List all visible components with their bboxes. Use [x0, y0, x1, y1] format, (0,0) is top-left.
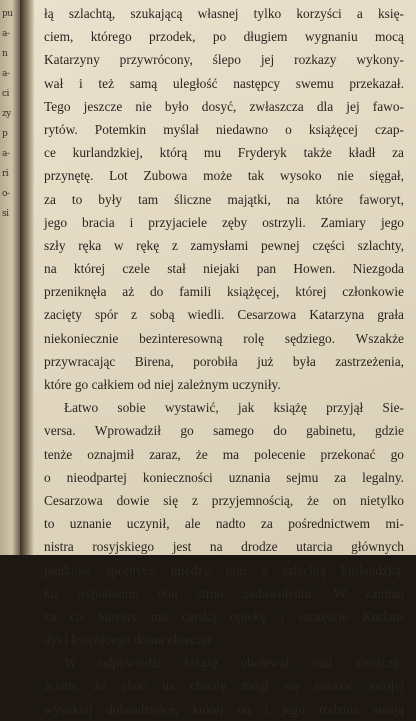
text-line: Katarzyny przywrócony, ślepo jej rozkazy wykony-: [44, 52, 404, 68]
text-line: ce kurlandzkiej, którą mu Fryderyk także kładł za: [44, 145, 404, 161]
text-line: Łatwo sobie wystawić, jak książę przyjął Sie-: [64, 400, 404, 416]
previous-page-fragment: pu: [2, 9, 13, 19]
text-line: łą szlachtą, szukającą własnej tylko korzyści a księ-: [44, 6, 404, 21]
text-line: wysokiej dobrodziejce, której on i jego rodzina swoją: [44, 701, 404, 717]
text-line: ku wspólnemu obu stron zadowoleniu. W zamian: [44, 585, 404, 601]
text-line: zacięty spór z sobą wiedli. Cesarzowa Katarzyna grała: [44, 307, 404, 323]
text-line: przywracając Birena, porobiła już była zastrzeżenia,: [44, 353, 404, 369]
text-line: versa. Wprowadził go samego do gabinetu, gdzie: [44, 423, 404, 439]
text-line: Cesarzowa dowie się z przyjemnością, że on nietylko: [44, 492, 404, 508]
previous-page-fragment: ci: [2, 89, 9, 99]
previous-page-fragment: zy: [2, 109, 11, 119]
previous-page-fragment: n: [2, 49, 8, 59]
previous-page-text: [2, 4, 18, 224]
previous-page-fragment: si: [2, 209, 9, 219]
text-line: Tego jeszcze nie było dosyć, zwłaszcza dla jej fawo-: [44, 98, 404, 114]
text-line: o nieodpartej konieczności uznania sejmu za legalny.: [44, 469, 404, 485]
previous-page-fragment: ri: [2, 169, 9, 179]
text-line: nistra rosyjskiego jest na drodze utarcia głównych: [44, 539, 404, 555]
text-line: przeniknęła aż do famili książęcej, której członkowie: [44, 284, 404, 300]
text-line: szły ręka w rękę z zamysłami pewnej części szlachty,: [44, 237, 404, 253]
previous-page-fragment: a-: [2, 69, 10, 79]
text-line: za co Sievers mu carską opiekę i szczęście Kurlan-: [44, 608, 404, 624]
previous-page-edge: [0, 0, 20, 555]
text-line: to uznanie uczynił, ale nadto za pośrednictwem mi-: [44, 516, 404, 532]
text-line: które go całkiem od niej zależnym uczyniły.: [44, 377, 281, 392]
book-gutter: [20, 0, 34, 555]
previous-page-fragment: o-: [2, 189, 10, 199]
text-line: dyi i książęcego domu obiecuje.: [44, 632, 217, 648]
page-text: [44, 2, 404, 721]
previous-page-fragment: p: [2, 129, 8, 139]
text-line: za to były tam śliczne majątki, na które faworyt,: [44, 191, 404, 207]
book-page: [34, 0, 416, 717]
text-line: na której czele stał niejaki pan Howen. Niezgoda: [44, 261, 404, 277]
text-line: tenże oznajmił zaraz, że ma polecenie przekonać go: [44, 446, 404, 462]
previous-page-fragment: a-: [2, 149, 10, 159]
previous-page-fragment: a-: [2, 29, 10, 39]
text-line: przynętę. Lot Zubowa może tak wysoko nie sięgał,: [44, 168, 404, 184]
text-line: jego bracia i przyjaciele zęby ostrzyli. Zamiary jego: [44, 214, 404, 230]
text-line: rytów. Potemkin myślał niedawno o książęcej czap-: [44, 121, 404, 137]
text-line: ściem, że choć na chwilę mógł się narazić swojej: [44, 678, 404, 694]
text-line: ciem, którego przodek, po długiem wygnaniu mocą: [44, 29, 404, 45]
text-line: W odpowiedzi książę ubolewał nad nieszczę-: [64, 655, 404, 671]
text-line: wał i też samą uległość następcy swemu przekazał.: [44, 75, 404, 91]
text-line: punktów spornych między nim a szlachtą kurlandzką,: [44, 562, 404, 578]
text-line: niekoniecznie bezinteresowną rolę sędziego. Wszakże: [44, 330, 404, 346]
